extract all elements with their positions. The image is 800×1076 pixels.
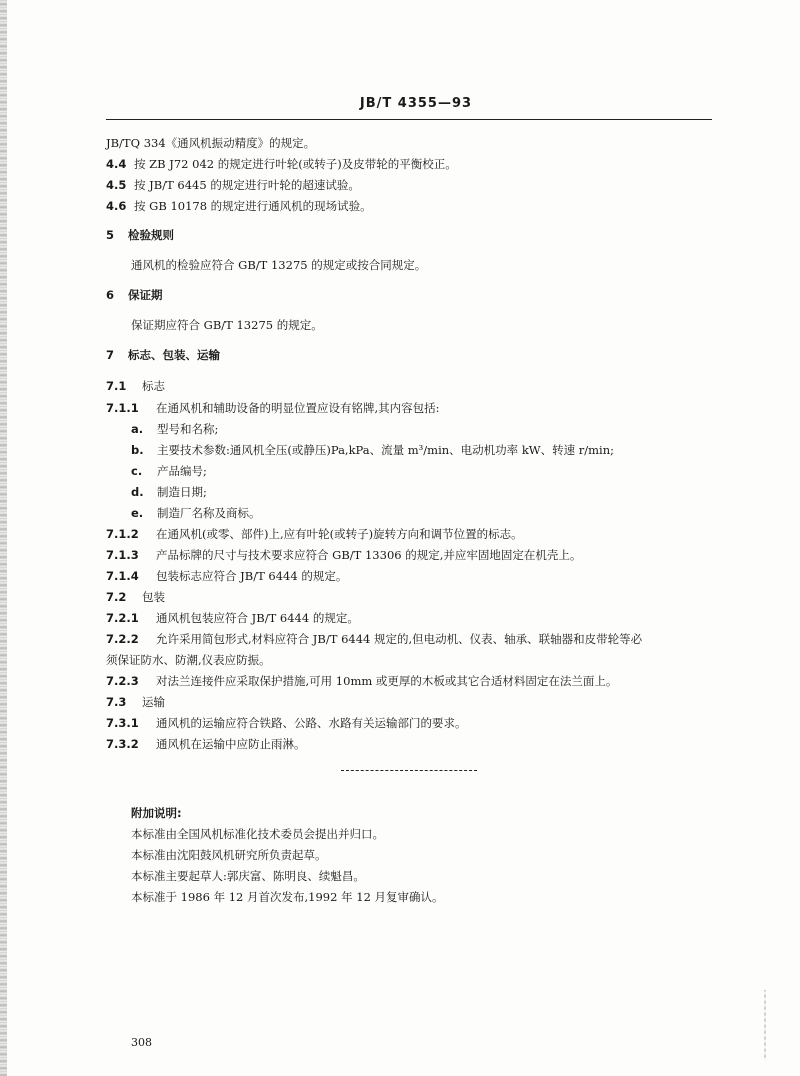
clause-text: 包装 bbox=[142, 590, 165, 604]
clause-number: 7.2 bbox=[106, 590, 127, 604]
section-title: 标志、包装、运输 bbox=[128, 348, 220, 362]
clause-4-4 bbox=[106, 156, 457, 172]
list-text: 制造厂名称及商标。 bbox=[157, 506, 261, 520]
clause-number: 4.5 bbox=[106, 178, 127, 192]
clause-7-2-3 bbox=[106, 673, 617, 689]
clause-text: 通风机的运输应符合铁路、公路、水路有关运输部门的要求。 bbox=[156, 716, 467, 730]
list-marker: d. bbox=[131, 485, 144, 499]
paragraph bbox=[131, 317, 323, 333]
appendix-line: 本标准主要起草人:郭庆富、陈明良、续魁昌。 bbox=[131, 869, 365, 883]
clause-text: 包装标志应符合 JB/T 6444 的规定。 bbox=[156, 569, 348, 583]
paragraph-text: 通风机的检验应符合 GB/T 13275 的规定或按合同规定。 bbox=[131, 258, 427, 272]
list-item-e bbox=[131, 505, 261, 521]
clause-text: 按 JB/T 6445 的规定进行叶轮的超速试验。 bbox=[134, 178, 360, 192]
clause-number: 4.4 bbox=[106, 157, 127, 171]
section-5-heading bbox=[106, 227, 174, 243]
clause-text: 按 GB 10178 的规定进行通风机的现场试验。 bbox=[134, 199, 372, 213]
scan-edge-artifact bbox=[0, 0, 7, 1076]
appendix-line: 本标准由沈阳鼓风机研究所负责起草。 bbox=[131, 848, 327, 862]
list-text: 主要技术参数:通风机全压(或静压)Pa,kPa、流量 m³/min、电动机功率 kW、转速 r/min; bbox=[157, 443, 614, 457]
end-separator bbox=[341, 770, 477, 771]
list-marker: c. bbox=[131, 464, 143, 478]
clause-7-3 bbox=[106, 694, 165, 710]
list-text: 产品编号; bbox=[157, 464, 207, 478]
appendix-line: 本标准于 1986 年 12 月首次发布,1992 年 12 月复审确认。 bbox=[131, 890, 444, 904]
clause-number: 7.1.2 bbox=[106, 527, 139, 541]
section-title: 检验规则 bbox=[128, 228, 174, 242]
list-item-d bbox=[131, 484, 207, 500]
clause-number: 7.2.3 bbox=[106, 674, 139, 688]
clause-4-6 bbox=[106, 198, 372, 214]
clause-7-2-1 bbox=[106, 610, 359, 626]
list-item-a bbox=[131, 421, 218, 437]
clause-7-2 bbox=[106, 589, 165, 605]
clause-7-3-1 bbox=[106, 715, 467, 731]
clause-number: 7.3.2 bbox=[106, 737, 139, 751]
section-number: 7 bbox=[106, 348, 115, 362]
clause-number: 7.1.4 bbox=[106, 569, 139, 583]
clause-7-2-2-continued bbox=[106, 652, 271, 668]
section-title: 保证期 bbox=[128, 288, 163, 302]
clause-number: 7.3 bbox=[106, 695, 127, 709]
clause-7-1-2 bbox=[106, 526, 523, 542]
section-6-heading bbox=[106, 287, 163, 303]
clause-text: 产品标牌的尺寸与技术要求应符合 GB/T 13306 的规定,并应牢固地固定在机壳上。 bbox=[156, 548, 582, 562]
appendix-line: 本标准由全国风机标准化技术委员会提出并归口。 bbox=[131, 827, 384, 841]
clause-7-1-4 bbox=[106, 568, 347, 584]
line-text: JB/TQ 334《通风机振动精度》的规定。 bbox=[106, 136, 316, 150]
section-number: 6 bbox=[106, 288, 115, 302]
clause-number: 4.6 bbox=[106, 199, 127, 213]
clause-text: 按 ZB J72 042 的规定进行叶轮(或转子)及皮带轮的平衡校正。 bbox=[134, 157, 457, 171]
clause-text: 通风机包装应符合 JB/T 6444 的规定。 bbox=[156, 611, 359, 625]
clause-7-3-2 bbox=[106, 736, 306, 752]
section-number: 5 bbox=[106, 228, 115, 242]
list-item-c bbox=[131, 463, 207, 479]
list-marker: a. bbox=[131, 422, 144, 436]
clause-7-2-2 bbox=[106, 631, 642, 647]
clause-text: 在通风机(或零、部件)上,应有叶轮(或转子)旋转方向和调节位置的标志。 bbox=[156, 527, 523, 541]
clause-7-1-3 bbox=[106, 547, 581, 563]
clause-text: 在通风机和辅助设备的明显位置应设有铭牌,其内容包括: bbox=[156, 401, 440, 415]
clause-text: 通风机在运输中应防止雨淋。 bbox=[156, 737, 306, 751]
list-text: 型号和名称; bbox=[157, 422, 219, 436]
list-marker: e. bbox=[131, 506, 144, 520]
clause-number: 7.2.2 bbox=[106, 632, 139, 646]
scan-edge-artifact-right bbox=[764, 990, 766, 1060]
clause-4-5 bbox=[106, 177, 360, 193]
clause-number: 7.1 bbox=[106, 379, 127, 393]
clause-text: 对法兰连接件应采取保护措施,可用 10mm 或更厚的木板或其它合适材料固定在法兰面上。 bbox=[156, 674, 618, 688]
list-item-b bbox=[131, 442, 614, 458]
clause-text: 须保证防水、防潮,仪表应防振。 bbox=[106, 653, 271, 667]
list-marker: b. bbox=[131, 443, 144, 457]
clause-text: 允许采用简包形式,材料应符合 JB/T 6444 规定的,但电动机、仪表、轴承、联轴器和皮带轮等必 bbox=[156, 632, 643, 646]
running-header: JB/T 4355—93 bbox=[359, 96, 473, 111]
clause-number: 7.3.1 bbox=[106, 716, 139, 730]
clause-number: 7.2.1 bbox=[106, 611, 139, 625]
clause-text: 运输 bbox=[142, 695, 165, 709]
clause-7-1 bbox=[106, 378, 165, 394]
clause-number: 7.1.1 bbox=[106, 401, 139, 415]
clause-text: 标志 bbox=[142, 379, 165, 393]
clause-7-1-1 bbox=[106, 400, 440, 416]
list-text: 制造日期; bbox=[157, 485, 207, 499]
page-number: 308 bbox=[131, 1036, 152, 1049]
text-line bbox=[106, 135, 315, 151]
clause-number: 7.1.3 bbox=[106, 548, 139, 562]
header-rule bbox=[106, 119, 712, 120]
appendix-title: 附加说明: bbox=[131, 806, 182, 820]
section-7-heading bbox=[106, 347, 220, 363]
paragraph-text: 保证期应符合 GB/T 13275 的规定。 bbox=[131, 318, 323, 332]
paragraph bbox=[131, 257, 426, 273]
